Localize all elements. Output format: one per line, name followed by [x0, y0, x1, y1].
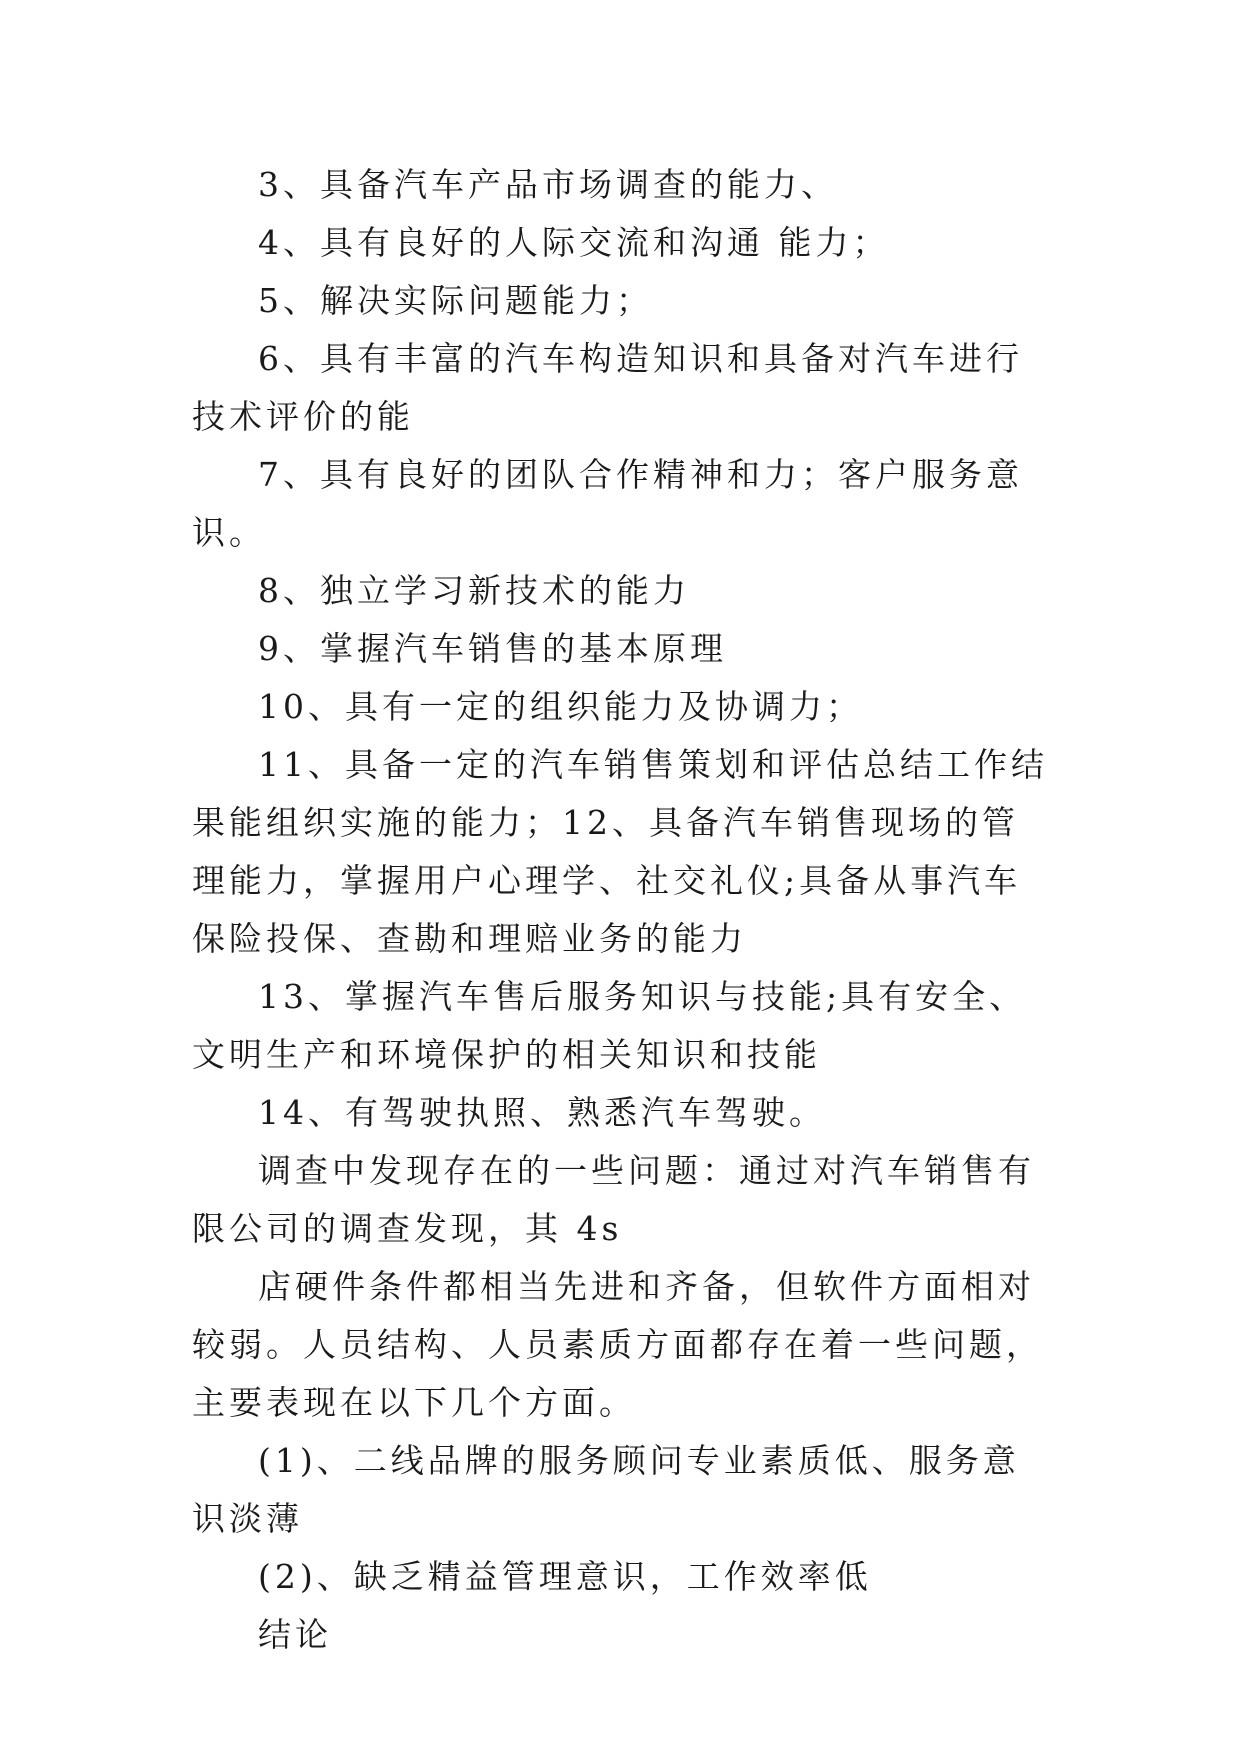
- paragraph-problems-intro: 调查中发现存在的一些问题：通过对汽车销售有限公司的调查发现，其 4s: [192, 1151, 1035, 1248]
- paragraph-item-14: 14、有驾驶执照、熟悉汽车驾驶。: [258, 1093, 826, 1132]
- paragraph-item-13: 13、掌握汽车售后服务知识与技能;具有安全、文明生产和环境保护的相关知识和技能: [192, 977, 1027, 1074]
- paragraph-item-11-12: 11、具备一定的汽车销售策划和评估总结工作结果能组织实施的能力；12、具备汽车销售现场的管理能力，掌握用户心理学、社交礼仪;具备从事汽车保险投保、查勘和理赔业务的能力: [192, 745, 1048, 958]
- paragraph-problems-detail: 店硬件条件都相当先进和齐备，但软件方面相对较弱。人员结构、人员素质方面都存在着一些问题，主要表现在以下几个方面。: [192, 1267, 1043, 1422]
- paragraph-item-10: 10、具有一定的组织能力及协调力；: [258, 687, 863, 726]
- paragraph-item-5: 5、解决实际问题能力；: [258, 281, 653, 320]
- paragraph-item-7: 7、具有良好的团队合作精神和力；客户服务意识。: [192, 455, 1023, 552]
- paragraph-item-6: 6、具有丰富的汽车构造知识和具备对汽车进行技术评价的能: [192, 339, 1023, 436]
- paragraph-problem-2: (2)、缺乏精益管理意识，工作效率低: [258, 1557, 872, 1596]
- paragraph-problem-1: (1)、二线品牌的服务顾问专业素质低、服务意识淡薄: [192, 1441, 1020, 1538]
- paragraph-item-8: 8、独立学习新技术的能力: [258, 571, 690, 610]
- paragraph-conclusion-heading: 结论: [258, 1615, 332, 1654]
- paragraph-item-4: 4、具有良好的人际交流和沟通 能力；: [258, 223, 890, 262]
- paragraph-item-9: 9、掌握汽车销售的基本原理: [258, 629, 727, 668]
- document-body: [192, 156, 1052, 1664]
- paragraph-item-3: 3、具备汽车产品市场调查的能力、: [258, 165, 838, 204]
